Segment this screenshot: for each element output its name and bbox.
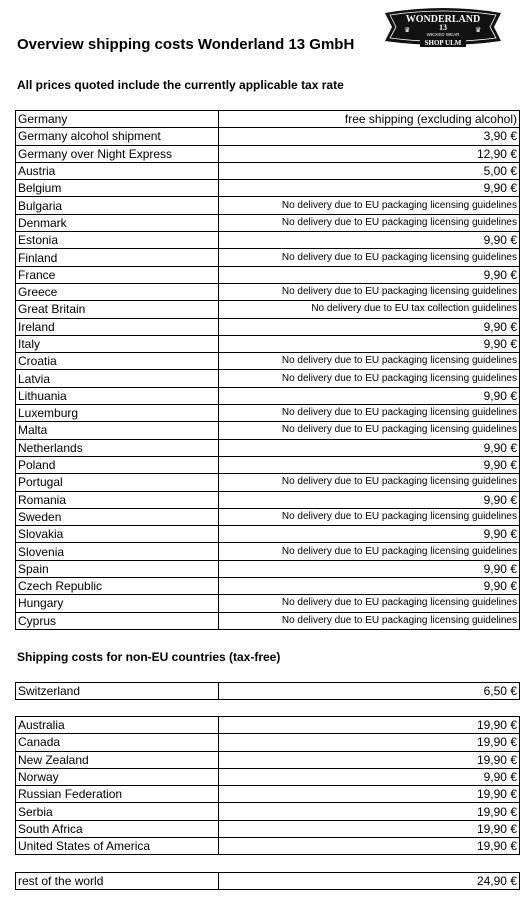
table-row: [16, 145, 520, 162]
country-cell: France: [16, 266, 219, 283]
table-row: [16, 370, 520, 387]
price-cell: No delivery due to EU packaging licensing guidelines: [219, 249, 520, 266]
price-cell: 5,00 €: [219, 162, 520, 179]
table-row: [16, 266, 520, 283]
country-cell: Cyprus: [16, 612, 219, 629]
price-cell: No delivery due to EU packaging licensing guidelines: [219, 422, 520, 439]
country-cell: Belgium: [16, 180, 219, 197]
table-row: [16, 491, 520, 508]
country-cell: Lithuania: [16, 387, 219, 404]
price-cell: 9,90 €: [219, 560, 520, 577]
price-cell: 9,90 €: [219, 387, 520, 404]
country-cell: rest of the world: [16, 873, 219, 890]
price-cell: 19,90 €: [219, 803, 520, 820]
price-cell: 9,90 €: [219, 318, 520, 335]
country-cell: Switzerland: [16, 683, 219, 700]
table-row: [16, 526, 520, 543]
country-cell: Canada: [16, 734, 219, 751]
price-cell: 9,90 €: [219, 768, 520, 785]
price-cell: 19,90 €: [219, 734, 520, 751]
country-cell: Bulgaria: [16, 197, 219, 214]
country-cell: Spain: [16, 560, 219, 577]
table-row: [16, 232, 520, 249]
table-row: [16, 353, 520, 370]
country-cell: Great Britain: [16, 301, 219, 318]
price-cell: No delivery due to EU packaging licensing guidelines: [219, 508, 520, 525]
country-cell: Latvia: [16, 370, 219, 387]
country-cell: Austria: [16, 162, 219, 179]
country-cell: South Africa: [16, 820, 219, 837]
table-row: [16, 683, 520, 700]
table-row: [16, 387, 520, 404]
table-row: [16, 612, 520, 629]
price-cell: 9,90 €: [219, 232, 520, 249]
wonderland-logo-graphic: [382, 5, 504, 47]
country-cell: Croatia: [16, 353, 219, 370]
svg-text:♛: ♛: [475, 27, 482, 34]
country-cell: Australia: [16, 717, 219, 734]
price-cell: 9,90 €: [219, 180, 520, 197]
switzerland-shipping-table: [15, 682, 520, 700]
table-row: [16, 301, 520, 318]
price-cell: 9,90 €: [219, 526, 520, 543]
table-row: [16, 111, 520, 128]
table-row: [16, 508, 520, 525]
table-row: [16, 560, 520, 577]
country-cell: New Zealand: [16, 751, 219, 768]
country-cell: Denmark: [16, 214, 219, 231]
price-cell: 19,90 €: [219, 838, 520, 855]
price-cell: 3,90 €: [219, 128, 520, 145]
price-cell: 9,90 €: [219, 491, 520, 508]
table-row: [16, 734, 520, 751]
price-cell: 9,90 €: [219, 439, 520, 456]
price-cell: No delivery due to EU packaging licensing guidelines: [219, 197, 520, 214]
price-cell: No delivery due to EU packaging licensing guidelines: [219, 612, 520, 629]
country-cell: Germany: [16, 111, 219, 128]
country-cell: Finland: [16, 249, 219, 266]
price-cell: No delivery due to EU packaging licensing guidelines: [219, 370, 520, 387]
country-cell: Serbia: [16, 803, 219, 820]
eu-shipping-table: [15, 110, 520, 630]
country-cell: Luxemburg: [16, 405, 219, 422]
price-cell: No delivery due to EU packaging licensing guidelines: [219, 474, 520, 491]
table-row: [16, 751, 520, 768]
price-cell: No delivery due to EU packaging licensing guidelines: [219, 283, 520, 300]
page-title: Overview shipping costs Wonderland 13 GmbH: [17, 36, 355, 53]
price-cell: No delivery due to EU packaging licensing guidelines: [219, 405, 520, 422]
price-cell: No delivery due to EU tax collection guidelines: [219, 301, 520, 318]
table-row: [16, 180, 520, 197]
country-cell: Estonia: [16, 232, 219, 249]
non-eu-heading: Shipping costs for non-EU countries (tax-free): [17, 650, 281, 664]
table-row: [16, 318, 520, 335]
country-cell: Norway: [16, 768, 219, 785]
price-cell: No delivery due to EU packaging licensing guidelines: [219, 353, 520, 370]
table-row: [16, 803, 520, 820]
price-cell: 19,90 €: [219, 786, 520, 803]
price-cell: 12,90 €: [219, 145, 520, 162]
price-cell: 9,90 €: [219, 266, 520, 283]
table-row: [16, 335, 520, 352]
price-cell: 19,90 €: [219, 751, 520, 768]
table-row: [16, 439, 520, 456]
country-cell: Greece: [16, 283, 219, 300]
country-cell: Slovenia: [16, 543, 219, 560]
table-row: [16, 474, 520, 491]
country-cell: Ireland: [16, 318, 219, 335]
table-row: [16, 249, 520, 266]
logo-top-text: WONDERLAND: [405, 14, 481, 25]
table-row: [16, 283, 520, 300]
logo-bottom-text: SHOP ULM: [424, 39, 462, 47]
price-cell: free shipping (excluding alcohol): [219, 111, 520, 128]
country-cell: Portugal: [16, 474, 219, 491]
country-cell: Slovakia: [16, 526, 219, 543]
price-cell: 9,90 €: [219, 456, 520, 473]
country-cell: Poland: [16, 456, 219, 473]
table-row: [16, 820, 520, 837]
country-cell: Netherlands: [16, 439, 219, 456]
country-cell: Germany over Night Express: [16, 145, 219, 162]
country-cell: Germany alcohol shipment: [16, 128, 219, 145]
country-cell: Sweden: [16, 508, 219, 525]
country-cell: Hungary: [16, 595, 219, 612]
country-cell: Russian Federation: [16, 786, 219, 803]
svg-text:♛: ♛: [404, 27, 411, 34]
price-cell: 19,90 €: [219, 820, 520, 837]
non-eu-shipping-table: [15, 716, 520, 855]
table-row: [16, 128, 520, 145]
table-row: [16, 543, 520, 560]
table-row: [16, 405, 520, 422]
table-row: [16, 873, 520, 890]
country-cell: United States of America: [16, 838, 219, 855]
logo-number: 13: [439, 23, 447, 32]
table-row: [16, 456, 520, 473]
price-cell: No delivery due to EU packaging licensing guidelines: [219, 214, 520, 231]
rest-of-world-table: [15, 872, 520, 890]
price-cell: No delivery due to EU packaging licensing guidelines: [219, 595, 520, 612]
table-row: [16, 162, 520, 179]
price-cell: 9,90 €: [219, 578, 520, 595]
wonderland-logo: [382, 5, 504, 47]
table-row: [16, 578, 520, 595]
table-row: [16, 786, 520, 803]
price-cell: 24,90 €: [219, 873, 520, 890]
price-cell: No delivery due to EU packaging licensing guidelines: [219, 543, 520, 560]
price-cell: 6,50 €: [219, 683, 520, 700]
country-cell: Romania: [16, 491, 219, 508]
country-cell: Malta: [16, 422, 219, 439]
country-cell: Italy: [16, 335, 219, 352]
table-row: [16, 197, 520, 214]
table-row: [16, 838, 520, 855]
price-cell: 9,90 €: [219, 335, 520, 352]
table-row: [16, 595, 520, 612]
price-cell: 19,90 €: [219, 717, 520, 734]
table-row: [16, 422, 520, 439]
tax-note: All prices quoted include the currently applicable tax rate: [17, 78, 344, 92]
country-cell: Czech Republic: [16, 578, 219, 595]
table-row: [16, 214, 520, 231]
logo-tagline: WICKED WEAR: [426, 32, 460, 37]
table-row: [16, 768, 520, 785]
table-row: [16, 717, 520, 734]
